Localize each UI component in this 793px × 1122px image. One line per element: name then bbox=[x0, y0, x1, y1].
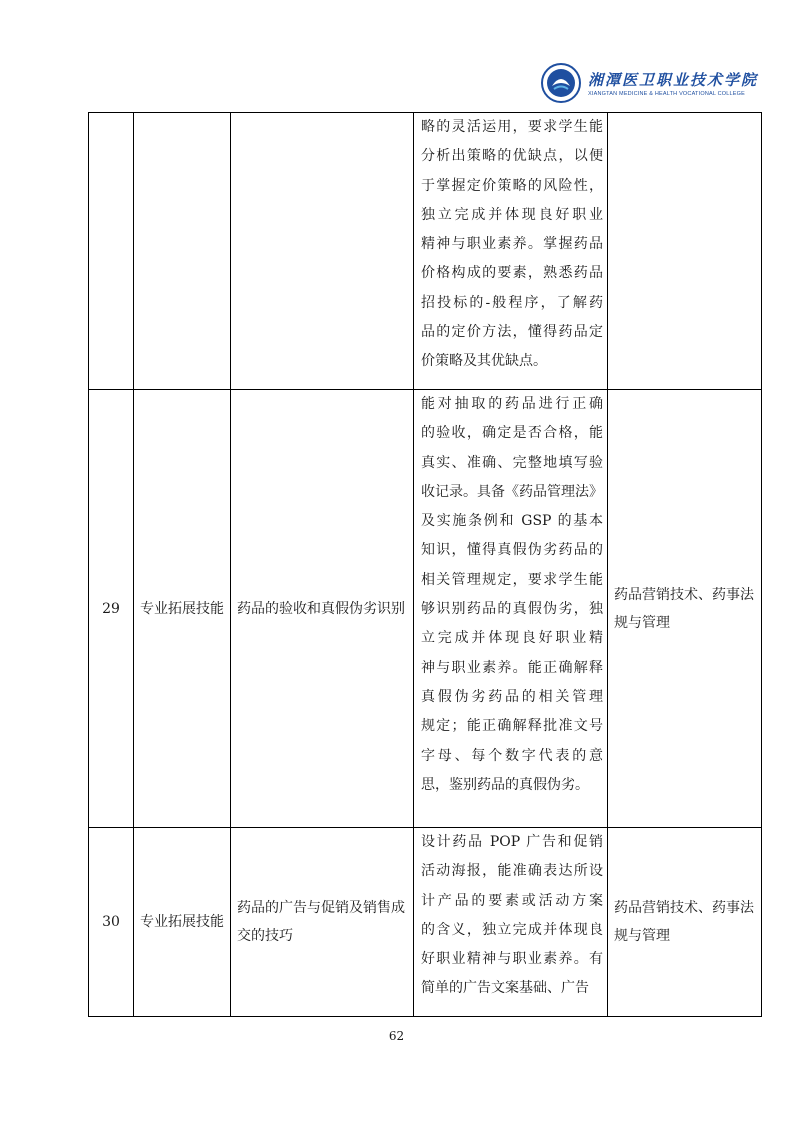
requirement-line: 规定；能正确解释批准文号 bbox=[421, 718, 603, 735]
table-row bbox=[89, 113, 762, 390]
requirement-cell bbox=[414, 828, 608, 1017]
requirement-line: 于掌握定价策略的风险性， bbox=[421, 177, 603, 194]
logo-english-name: XIANGTAN MEDICINE & HEALTH VOCATIONAL COLLEGE bbox=[588, 91, 746, 97]
requirement-line: 分析出策略的优缺点，以便 bbox=[421, 148, 603, 165]
requirement-line: 相关管理规定，要求学生能 bbox=[421, 571, 603, 588]
requirement-line: 独立完成并体现良好职业 bbox=[421, 206, 603, 223]
row-number-cell bbox=[89, 113, 134, 390]
table-row bbox=[89, 828, 762, 1017]
project-cell: 药品的广告与促销及销售成交的技巧 bbox=[231, 828, 414, 1017]
course-cell bbox=[608, 113, 762, 390]
requirement-line: 能对抽取的药品进行正确 bbox=[421, 396, 603, 412]
requirement-line: 立完成并体现良好职业精 bbox=[421, 630, 603, 647]
requirement-line: 真假伪劣药品的相关管理 bbox=[421, 688, 603, 705]
table-row bbox=[89, 390, 762, 828]
project-cell bbox=[231, 113, 414, 390]
requirement-line: 价格构成的要素，熟悉药品 bbox=[421, 265, 603, 282]
requirement-line: 活动海报，能准确表达所设 bbox=[421, 863, 603, 880]
requirement-line: 精神与职业素养。掌握药品 bbox=[421, 236, 603, 253]
college-logo bbox=[540, 62, 758, 104]
requirement-line: 价策略及其优缺点。 bbox=[421, 353, 547, 370]
requirement-line: 的含义，独立完成并体现良 bbox=[421, 921, 603, 938]
project-cell: 药品的验收和真假伪劣识别 bbox=[231, 390, 414, 828]
requirement-line: 的验收，确定是否合格，能 bbox=[421, 425, 603, 442]
page-number: 62 bbox=[388, 1029, 405, 1043]
requirement-cell bbox=[414, 390, 608, 828]
requirement-line: 真实、准确、完整地填写验 bbox=[421, 454, 603, 471]
requirement-line: 计产品的要素或活动方案 bbox=[421, 892, 603, 909]
requirement-line: 招投标的-般程序，了解药 bbox=[421, 294, 603, 311]
requirement-line: 收记录。具备《药品管理法》 bbox=[421, 483, 603, 500]
category-cell: 专业拓展技能 bbox=[134, 390, 231, 828]
requirement-line: 好职业精神与职业素养。有 bbox=[421, 951, 603, 968]
training-projects-table bbox=[88, 112, 762, 1017]
requirement-line: 思，鉴别药品的真假伪劣。 bbox=[421, 776, 589, 793]
college-emblem-icon bbox=[540, 62, 582, 104]
requirement-line: 及实施条例和 GSP 的基本 bbox=[421, 513, 603, 530]
category-cell bbox=[134, 113, 231, 390]
row-number-cell: 30 bbox=[89, 828, 134, 1017]
logo-chinese-name: 湘潭医卫职业技术学院 bbox=[588, 71, 759, 89]
course-cell: 药品营销技术、药事法规与管理 bbox=[608, 828, 762, 1017]
requirement-cell bbox=[414, 113, 608, 390]
category-cell: 专业拓展技能 bbox=[134, 828, 231, 1017]
requirement-line: 品的定价方法，懂得药品定 bbox=[421, 324, 603, 341]
requirement-line: 略的灵活运用，要求学生能 bbox=[421, 119, 603, 135]
course-cell: 药品营销技术、药事法规与管理 bbox=[608, 390, 762, 828]
requirement-line: 简单的广告文案基础、广告 bbox=[421, 980, 589, 997]
requirement-line: 够识别药品的真假伪劣，独 bbox=[421, 601, 603, 618]
requirement-line: 字母、每个数字代表的意 bbox=[421, 747, 603, 764]
row-number-cell: 29 bbox=[89, 390, 134, 828]
requirement-line: 设计药品 POP 广告和促销 bbox=[421, 834, 603, 850]
requirement-line: 知识，懂得真假伪劣药品的 bbox=[421, 542, 603, 559]
requirement-line: 神与职业素养。能正确解释 bbox=[421, 659, 603, 676]
